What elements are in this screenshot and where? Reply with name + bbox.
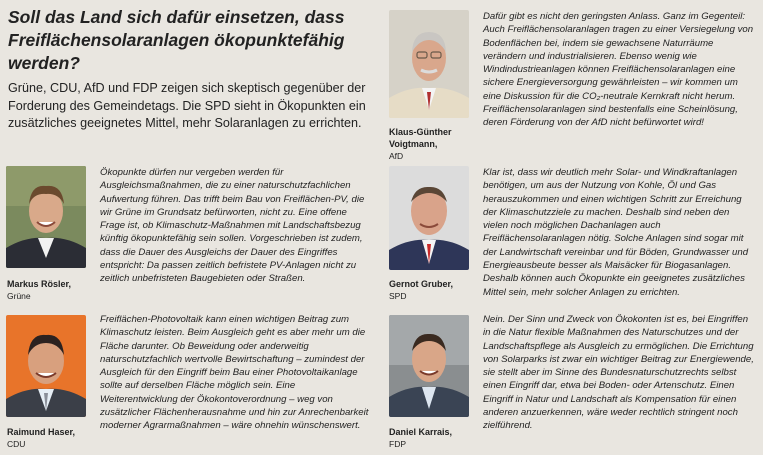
name-haser: Raimund Haser, CDU <box>7 427 76 449</box>
statement-haser: Freiflächen-Photovoltaik kann einen wichtigen Beitrag zum Klimaschutz leisten. Beim Ausgleich geht es aber mehr um die Fläche darunter. Ob Beweidung oder anderweitig naturschutzfachlich wertvolle Bewirtschaftung – zumindest der Ausgleich für den Eingriff beim Bau einer Photovoltaikanlage sollte auf derselben Fläche möglich sein. Eine Weiterentwicklung der Ökokontoverordnung – weg von zusätzlicher Flächenherausnahme und hin zur Anrechenbarkeit moderner Agrarmaßnahmen – wäre ohnehin wünschenswert. <box>100 314 369 432</box>
statement-karrais: Nein. Der Sinn und Zweck von Ökokonten ist es, bei Eingriffen in die Natur flexible Maßnahmen des Naturschutzes und der Landschaftspflege als Ausgleich zu ermöglichen. Die Errichtung von Solarparks ist zwar ein wichtiger Beitrag zur Energiewende, sie stellt aber im Sinne des Bundesnaturschutzrechts selbst einen Eingriff dar, etwa bei Boden- oder Artenschutz. Einen Eingriff in Natur und Landschaft als Kompensation für einen anderen anzuerkennen, wäre weder rechtlich stringent noch zielführend. <box>483 314 754 432</box>
portrait-voigtmann <box>389 10 469 118</box>
portrait-haser <box>6 315 86 417</box>
name-gruber: Gernot Gruber, SPD <box>389 279 454 301</box>
statement-voigtmann: Dafür gibt es nicht den geringsten Anlass. Ganz im Gegenteil: Auch Freiflächensolaranlagen tragen zu einer Versiegelung von Bodenflächen bei, indem sie gewachsene Naturräume verändern und industrialisieren. Ebenso wenig wie Windindustrieanlagen können Freiflächensolaranlagen eine sichere Energieversorgung gewährleisten – wir kommen um eine Diskussion für die CO₂-neutrale Kernkraft nicht herum. Freiflächensolaranlagen sind bestenfalls eine Scheinlösung, deren Förderung von der AfD nicht befürwortet wird! <box>483 11 754 129</box>
statement-gruber: Klar ist, dass wir deutlich mehr Solar- und Windkraftanlagen benötigen, um aus der Nutzung von Kohle, Öl und Gas herauszukommen und einen wichtigen Schritt zur Erreichung der Klimaschutzziele zu machen. Deshalb sind neben den vielen noch möglichen Dachanlagen auch Freiflächensolaranlagen nötig. Solche Anlagen sind sogar mit der Landwirtschaft vereinbar und für Böden, Grundwasser und Energieausbeute besser als Maisäcker für Biogasanlagen. Deshalb können auch Ökopunkte ein geeignetes zusätzliches Mittel sein, mehr solcher Anlagen zu errichten. <box>483 167 749 298</box>
name-roesler: Markus Rösler, Grüne <box>7 279 72 301</box>
portrait-karrais <box>389 315 469 417</box>
statement-roesler: Ökopunkte dürfen nur vergeben werden für Ausgleichsmaßnahmen, die zu einer naturschutzfachlichen Aufwertung führen. Das trifft beim Bau von Freiflächen-PV, die wir Grüne im Grundsatz befürworten, nicht zu. Eine offene Frage ist, ob Klimaschutz-Maßnahmen mit Landschaftsbezug künftig ökopunktefähig sein sollen. Vorgeschrieben ist zudem, dass die Dauer des Ausgleichs der Dauer des Eingriffes entspricht: Da passen zeitlich befristete PV-Anlagen nicht zu zeitlich unbefristeten Baugebieten oder Straßen. <box>100 167 365 285</box>
intro-text: Grüne, CDU, AfD und FDP zeigen sich skeptisch gegenüber der Forderung des Gemeindetags. Die SPD sieht in Ökopunkten ein zusätzliches geeignetes Mittel, mehr Solaranlagen zu errichten. <box>8 81 366 130</box>
portrait-roesler <box>6 166 86 268</box>
name-karrais: Daniel Karrais, FDP <box>389 427 453 449</box>
portrait-gruber <box>389 166 469 270</box>
name-voigtmann: Klaus-Günther Voigtmann, AfD <box>389 127 452 161</box>
page-headline: Soll das Land sich dafür einsetzen, dass Freiflächensolaranlagen ökopunktefähig werden? <box>8 7 345 73</box>
